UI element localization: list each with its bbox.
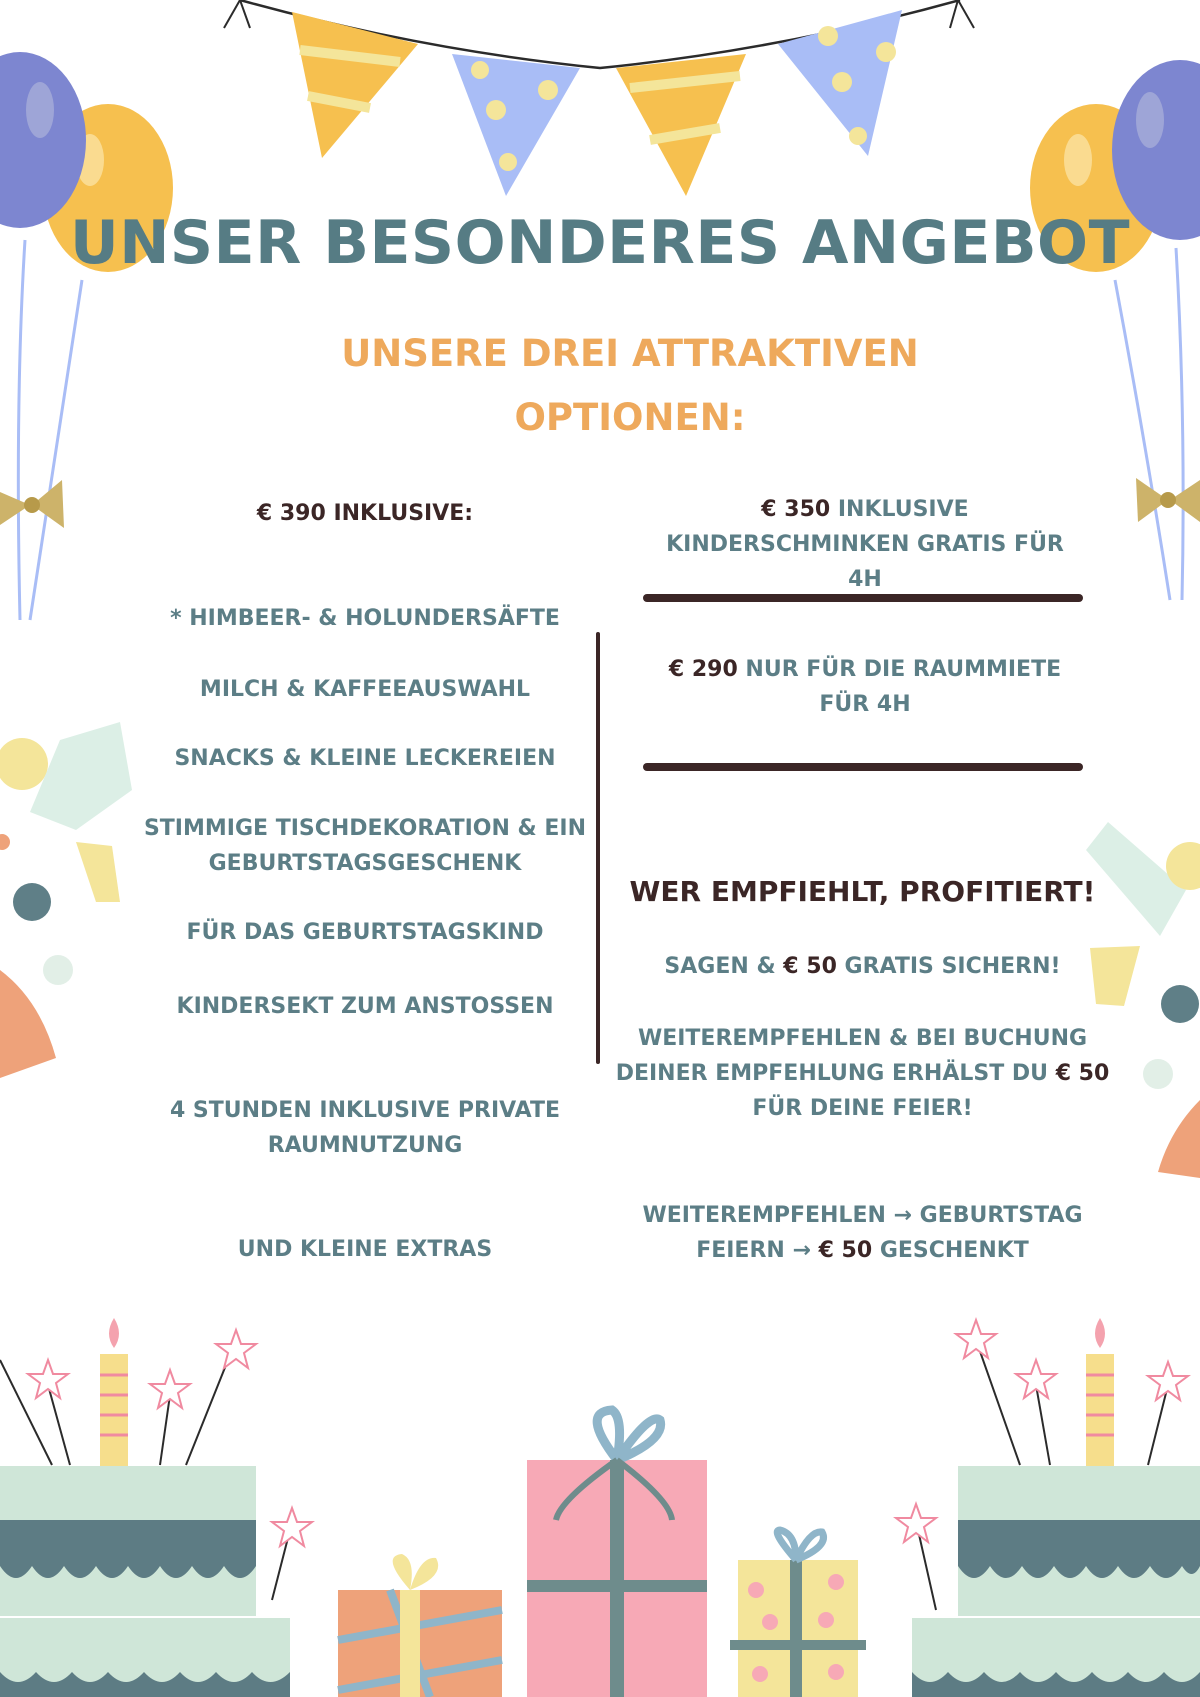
referral-heading: WER EMPFIEHLT, PROFITIERT! <box>629 875 1096 908</box>
list-item: KINDERSEKT ZUM ANSTOSSEN <box>176 994 554 1019</box>
referral-line-3-text-b: GESCHENKT <box>872 1238 1029 1263</box>
pennant-yellow-2-icon <box>616 54 746 196</box>
referral-line-2-text-a: WEITEREMPFEHLEN & BEI BUCHUNG DEINER EMPFEHLUNG ERHÄLST DU <box>615 1026 1088 1086</box>
page-subtitle: UNSERE DREI ATTRAKTIVEN OPTIONEN: <box>341 332 919 439</box>
list-item: 4 STUNDEN INKLUSIVE PRIVATE RAUMNUTZUNG <box>169 1098 561 1158</box>
option-divider-2 <box>643 763 1083 771</box>
cake-right-icon <box>896 1318 1200 1697</box>
list-item: STIMMIGE TISCHDEKORATION & EIN GEBURTSTAGSGESCHENK <box>143 816 587 876</box>
list-item: UND KLEINE EXTRAS <box>237 1237 493 1262</box>
list-item: SNACKS & KLEINE LECKEREIEN <box>174 746 556 771</box>
option-divider-1 <box>643 594 1083 602</box>
pennant-yellow-1-icon <box>292 12 418 158</box>
pennant-blue-2-icon <box>778 10 902 156</box>
option-350-description: INKLUSIVE KINDERSCHMINKEN GRATIS FÜR 4H <box>666 497 1064 592</box>
option-350-price: € 350 <box>761 497 831 522</box>
referral-line-1 <box>610 949 1115 984</box>
referral-line-3-amount: € 50 <box>818 1238 873 1263</box>
gift-orange-icon <box>338 1554 502 1697</box>
referral-line-1-amount: € 50 <box>783 954 837 979</box>
list-item: FÜR DAS GEBURTSTAGSKIND <box>186 920 544 945</box>
referral-line-3 <box>640 1198 1085 1268</box>
gift-yellow-icon <box>730 1530 866 1697</box>
option-290-price: € 290 <box>668 657 738 682</box>
option-290-text <box>660 652 1070 722</box>
referral-line-2-text-b: FÜR DEINE FEIER! <box>752 1096 973 1121</box>
cake-left-icon <box>0 1318 312 1697</box>
option-390-price: € 390 <box>256 501 326 526</box>
balloons-left-icon <box>0 52 173 620</box>
option-390-heading <box>110 496 620 531</box>
referral-line-3-text-a: WEITEREMPFEHLEN → GEBURTSTAG FEIERN → <box>642 1203 1083 1263</box>
referral-line-2-amount: € 50 <box>1055 1061 1110 1086</box>
option-390-label: INKLUSIVE: <box>325 501 474 526</box>
pennant-blue-1-icon <box>452 54 580 196</box>
referral-line-2 <box>610 1021 1115 1126</box>
column-divider <box>596 632 600 1064</box>
option-350-text <box>650 492 1080 597</box>
bunting-garland <box>224 0 974 196</box>
referral-line-1-text-b: GRATIS SICHERN! <box>836 954 1061 979</box>
option-290-description: NUR FÜR DIE RAUMMIETE FÜR 4H <box>737 657 1062 717</box>
list-item: MILCH & KAFFEEAUSWAHL <box>199 677 531 702</box>
list-item: * HIMBEER- & HOLUNDERSÄFTE <box>170 606 560 631</box>
page-title: UNSER BESONDERES ANGEBOT <box>69 208 1130 278</box>
referral-line-1-text-a: SAGEN & <box>664 954 784 979</box>
gift-pink-icon <box>527 1410 707 1697</box>
